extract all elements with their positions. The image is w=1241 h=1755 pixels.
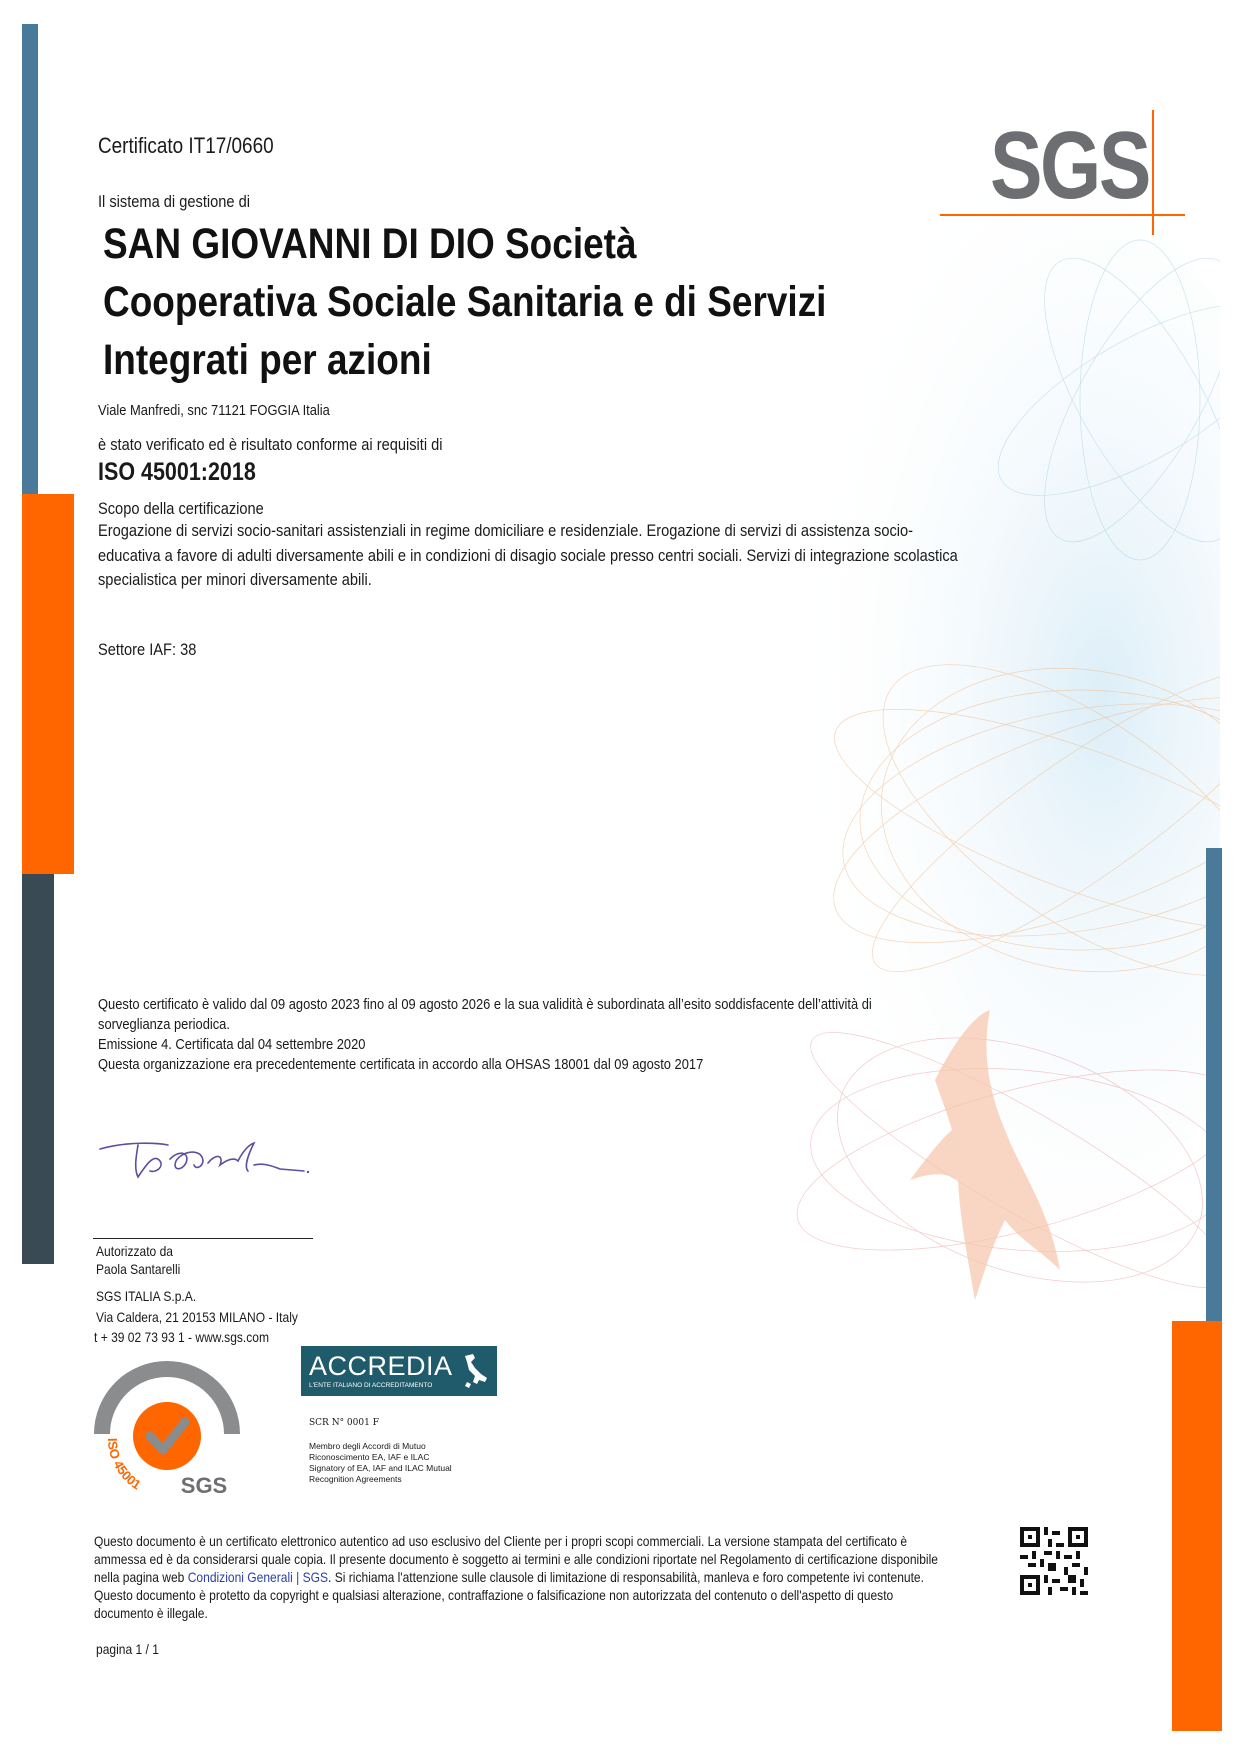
accredia-note-line1: Membro degli Accordi di Mutuo — [309, 1441, 426, 1451]
footer-line5: documento è illegale. — [94, 1605, 208, 1621]
company-address: Viale Manfredi, snc 71121 FOGGIA Italia — [98, 402, 330, 419]
certificate-number: Certificato IT17/0660 — [98, 133, 274, 158]
left-stripe-orange — [22, 494, 74, 874]
right-stripe-blue — [1206, 848, 1222, 1321]
seal-arc-text: SYSTEM CERTIFICATION — [117, 1376, 217, 1411]
scope-label: Scopo della certificazione — [98, 499, 264, 518]
sgs-logo — [940, 110, 1185, 235]
scope-line2: educativa a favore di adulti diversamente abili e in condizioni di disagio sociale presso centri sociali. Servizi di integrazione scolastica — [98, 546, 958, 565]
scope-line3: specialistica per minori diversamente abili. — [98, 570, 372, 589]
footer-line3 — [94, 1569, 924, 1585]
footer-line1: Questo documento è un certificato elettronico autentico ad uso esclusivo del Cliente per i propri scopi commerciali. La versione stampata del certificato è — [94, 1533, 908, 1549]
accredia-note-line4: Recognition Agreements — [309, 1474, 402, 1484]
previous-certification: Questa organizzazione era precedentemente certificata in accordo alla OHSAS 18001 dal 09 agosto 2017 — [98, 1056, 704, 1073]
issuer-contact: t + 39 02 73 93 1 - www.sgs.com — [94, 1329, 270, 1345]
issuer-address: Via Caldera, 21 20153 MILANO - Italy — [96, 1309, 298, 1325]
accredia-name: ACCREDIA — [309, 1351, 453, 1381]
seal-standard-text: ISO 45001 — [104, 1437, 144, 1493]
accredia-note-line2: Riconoscimento EA, IAF e ILAC — [309, 1452, 430, 1462]
left-stripe-blue — [22, 24, 38, 494]
sgs-logo-vline — [1152, 110, 1154, 235]
sgs-iso-45001-seal — [92, 1356, 242, 1501]
qr-code[interactable] — [1020, 1527, 1088, 1595]
company-name-line3: Integrati per azioni — [103, 336, 432, 384]
handwritten-signature — [98, 1135, 318, 1185]
authorized-by-label: Autorizzato da — [96, 1243, 173, 1259]
accredia-logo — [301, 1346, 497, 1396]
scope-line1: Erogazione di servizi socio-sanitari assistenziali in regime domiciliare e residenziale. Erogazione di servizi di assistenza socio- — [98, 521, 914, 540]
italy-map-icon — [461, 1352, 491, 1390]
general-conditions-link[interactable]: Condizioni Generali | SGS — [187, 1569, 329, 1585]
sgs-logo-text: SGS — [990, 112, 1149, 219]
signature-line — [93, 1238, 313, 1239]
signatory-name: Paola Santarelli — [96, 1261, 181, 1277]
footer-line3-post: . Si richiama l'attenzione sulle clausole di limitazione di responsabilità, manleva e foro competente ivi contenute. — [328, 1569, 924, 1585]
iaf-sector: Settore IAF: 38 — [98, 640, 197, 659]
accredia-note-line3: Signatory of EA, IAF and ILAC Mutual — [309, 1463, 452, 1473]
left-stripe-dark — [22, 874, 54, 1264]
seal-brand-text: SGS — [180, 1473, 228, 1498]
intro-text: Il sistema di gestione di — [98, 192, 250, 211]
issue-text: Emissione 4. Certificata dal 04 settembre 2020 — [98, 1036, 366, 1053]
page-number: pagina 1 / 1 — [96, 1641, 159, 1657]
verified-text: è stato verificato ed è risultato conforme ai requisiti di — [98, 435, 443, 454]
accredia-scr-number: SCR N° 0001 F — [309, 1418, 379, 1428]
company-name-line1: SAN GIOVANNI DI DIO Società — [103, 220, 637, 268]
accredia-subtitle: L'ENTE ITALIANO DI ACCREDITAMENTO — [309, 1382, 433, 1389]
validity-line1: Questo certificato è valido dal 09 agosto 2023 fino al 09 agosto 2026 e la sua validità è subordinata all’esito soddisfacente dell’attività di — [98, 996, 872, 1013]
validity-line2: sorveglianza periodica. — [98, 1016, 230, 1033]
right-stripe-orange — [1172, 1321, 1222, 1731]
issuer-company: SGS ITALIA S.p.A. — [96, 1288, 197, 1304]
standard-name: ISO 45001:2018 — [98, 458, 256, 486]
footer-line2: ammessa ed è da considerarsi quale copia. Il presente documento è soggetto ai termini e alle condizioni riportate nel Regolamento di certificazione disponibile — [94, 1551, 938, 1567]
footer-line4: Questo documento è protetto da copyright e qualsiasi alterazione, contraffazione o falsificazione non autorizzata del contenuto o dell'aspetto di questo — [94, 1587, 894, 1603]
footer-line3-pre: nella pagina web — [94, 1569, 188, 1585]
company-name-line2: Cooperativa Sociale Sanitaria e di Servizi — [103, 278, 827, 326]
